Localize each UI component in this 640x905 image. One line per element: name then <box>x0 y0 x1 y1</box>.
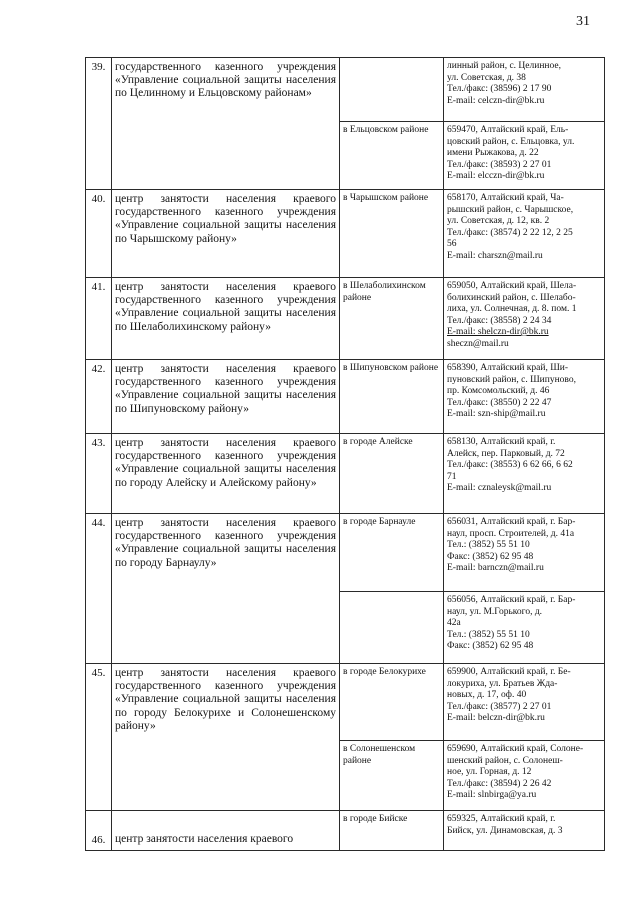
address-line: линный район, с. Целинное, <box>447 61 561 71</box>
address-line: Факс: (3852) 62 95 48 <box>447 551 534 562</box>
address-line: пуновский район, с. Шипуново, <box>447 374 576 385</box>
office-address <box>444 190 605 278</box>
address-line: Тел./факс: (38594) 2 26 42 <box>447 778 552 789</box>
address-line: Факс: (3852) 62 95 48 <box>447 641 534 651</box>
office-address <box>444 122 605 190</box>
address-line: цовский район, с. Ельцовка, ул. <box>447 136 575 147</box>
table-row <box>86 664 605 741</box>
address-line: 42а <box>447 618 461 628</box>
table-row <box>86 514 605 592</box>
address-line: E-mail: cznaleysk@mail.ru <box>447 483 552 493</box>
table-row <box>86 811 605 851</box>
address-line: 658130, Алтайский край, г. <box>447 437 556 447</box>
address-line: E-mail: elcczn-dir@bk.ru <box>447 171 545 181</box>
office-location <box>340 58 444 122</box>
address-line: 659470, Алтайский край, Ель- <box>447 125 569 135</box>
address-line: рышский район, с. Чарышское, <box>447 204 574 215</box>
row-number: 41. <box>86 278 112 360</box>
address-line: E-mail: charszn@mail.ru <box>447 250 543 261</box>
address-line: E-mail: barnczn@mail.ru <box>447 563 544 573</box>
address-line: лиха, ул. Солнечная, д. 8. пом. 1 <box>447 304 577 314</box>
office-address <box>444 360 605 434</box>
address-line: имени Рыжакова, д. 22 <box>447 148 539 158</box>
office-address <box>444 741 605 811</box>
table-row <box>86 190 605 278</box>
institution-name: центр занятости населения краевого государственного казенного учреждения «Управление социальной защиты населения по Шелаболихинскому району» <box>112 278 340 360</box>
address-line: Тел./факс: (38558) 2 24 34 <box>447 315 552 326</box>
table-row <box>86 434 605 514</box>
address-line: 56 <box>447 239 457 249</box>
address-line: наул, просп. Строителей, д. 41а <box>447 528 575 539</box>
address-line: ул. Советская, д. 38 <box>447 72 526 83</box>
address-line: Тел./факс: (38574) 2 22 12, 2 25 <box>447 227 573 238</box>
address-line: локуриха, ул. Братьев Жда- <box>447 678 558 689</box>
table-row <box>86 360 605 434</box>
office-address <box>444 811 605 851</box>
address-line: E-mail: szn-ship@mail.ru <box>447 409 546 419</box>
address-line: 659325, Алтайский край, г. <box>447 814 556 824</box>
office-address <box>444 664 605 741</box>
table-row <box>86 58 605 122</box>
address-line: шенский район, с. Солонеш- <box>447 755 563 766</box>
address-line: пр. Комсомольский, д. 46 <box>447 386 550 396</box>
office-address <box>444 434 605 514</box>
address-line: Тел./факс: (38593) 2 27 01 <box>447 159 552 170</box>
address-line: E-mail: slnbirga@ya.ru <box>447 790 537 800</box>
address-line: sheczn@mail.ru <box>447 338 509 349</box>
address-line: 659050, Алтайский край, Шела- <box>447 281 577 291</box>
office-location: в Солонешенском районе <box>340 741 444 811</box>
office-location: в Шелаболихинском районе <box>340 278 444 360</box>
row-number: 45. <box>86 664 112 811</box>
office-location: в Шипуновском районе <box>340 360 444 434</box>
address-line: Тел.: (3852) 55 51 10 <box>447 629 530 640</box>
address-line: Тел./факс: (38550) 2 22 47 <box>447 397 552 408</box>
office-location: в городе Бийске <box>340 811 444 851</box>
row-number: 46. <box>86 811 112 851</box>
address-line: Тел./факс: (38577) 2 27 01 <box>447 701 552 712</box>
office-location <box>340 592 444 664</box>
institution-name: центр занятости населения краевого государственного казенного учреждения «Управление социальной защиты населения по Шипуновскому району» <box>112 360 340 434</box>
address-line: ное, ул. Горная, д. 12 <box>447 767 532 777</box>
table-row <box>86 278 605 360</box>
office-location: в Чарышском районе <box>340 190 444 278</box>
address-line: E-mail: celczn-dir@bk.ru <box>447 95 545 106</box>
address-line: 659900, Алтайский край, г. Бе- <box>447 667 571 677</box>
institution-name: государственного казенного учреждения «Управление социальной защиты населения по Целинному и Ельцовскому районам» <box>112 58 340 190</box>
row-number: 39. <box>86 58 112 190</box>
institution-name: центр занятости населения краевого государственного казенного учреждения «Управление социальной защиты населения по городу Барнаулу» <box>112 514 340 664</box>
address-line: ул. Советская, д. 12, кв. 2 <box>447 216 550 226</box>
address-line: 659690, Алтайский край, Солоне- <box>447 744 584 754</box>
institutions-table <box>85 57 605 851</box>
office-address <box>444 592 605 664</box>
office-address <box>444 58 605 122</box>
institution-name: центр занятости населения краевого государственного казенного учреждения «Управление социальной защиты населения по городу Белокурихе и Солонешенскому району» <box>112 664 340 811</box>
address-line: Тел./факс: (38553) 6 62 66, 6 62 <box>447 460 573 470</box>
address-line: 71 <box>447 471 457 482</box>
address-line: E-mail: belczn-dir@bk.ru <box>447 713 545 723</box>
address-line: Алейск, пер. Парковый, д. 72 <box>447 448 565 459</box>
address-line: новых, д. 17, оф. 40 <box>447 690 527 700</box>
address-line: болихинский район, с. Шелабо- <box>447 292 576 303</box>
address-line: наул, ул. М.Горького, д. <box>447 606 543 617</box>
institution-name: центр занятости населения краевого государственного казенного учреждения «Управление социальной защиты населения по Чарышскому району» <box>112 190 340 278</box>
address-line: 658390, Алтайский край, Ши- <box>447 363 569 373</box>
office-location: в городе Алейске <box>340 434 444 514</box>
office-location: в городе Белокурихе <box>340 664 444 741</box>
page-number: 31 <box>576 14 590 29</box>
address-line: 656031, Алтайский край, г. Бар- <box>447 517 576 527</box>
address-line: 656056, Алтайский край, г. Бар- <box>447 595 576 605</box>
institution-name: центр занятости населения краевого <box>112 811 340 851</box>
office-location: в городе Барнауле <box>340 514 444 592</box>
office-address <box>444 514 605 592</box>
row-number: 42. <box>86 360 112 434</box>
row-number: 44. <box>86 514 112 664</box>
address-line: Бийск, ул. Динамовская, д. 3 <box>447 825 563 836</box>
row-number: 40. <box>86 190 112 278</box>
row-number: 43. <box>86 434 112 514</box>
institution-name: центр занятости населения краевого государственного казенного учреждения «Управление социальной защиты населения по городу Алейску и Алейскому району» <box>112 434 340 514</box>
address-line: E-mail: shelczn-dir@bk.ru <box>447 327 549 337</box>
address-line: 658170, Алтайский край, Ча- <box>447 193 564 203</box>
address-line: Тел.: (3852) 55 51 10 <box>447 540 530 550</box>
office-location: в Ельцовском районе <box>340 122 444 190</box>
office-address <box>444 278 605 360</box>
address-line: Тел./факс: (38596) 2 17 90 <box>447 84 552 94</box>
